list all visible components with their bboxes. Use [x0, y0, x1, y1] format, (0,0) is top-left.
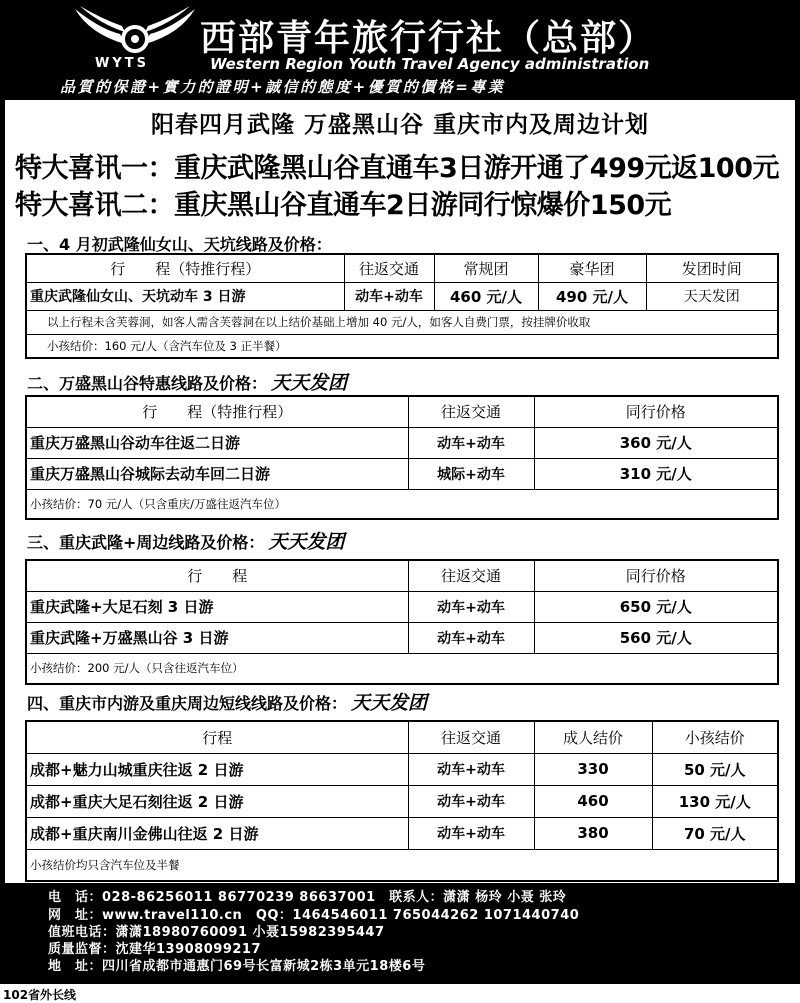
- adult-price-cell: 460: [534, 785, 652, 817]
- contact-duty-phone: 值班电话：潇潇18980760091 小聂15982395447: [48, 925, 385, 940]
- header-cell: 往返交通: [408, 396, 534, 427]
- promo-one: 特大喜讯一：重庆武隆黑山谷直通车3日游开通了499元返100元: [15, 153, 780, 184]
- header-cell: 同行价格: [534, 396, 778, 427]
- price-cell: 650 元/人: [534, 591, 778, 622]
- transport-cell: 动车+动车: [408, 427, 534, 458]
- adult-price-cell: 380: [534, 817, 652, 849]
- table-row: [26, 785, 778, 817]
- header-cell: 同行价格: [534, 560, 778, 591]
- price-cell: 560 元/人: [534, 622, 778, 653]
- table-row: [26, 427, 778, 458]
- table-header-row: [26, 560, 778, 591]
- contact-website: 网 址：www.travel110.cn QQ：1464546011 765044262 1071440740: [48, 908, 580, 923]
- contact-quality: 质量监督：沈建华13908099217: [48, 942, 261, 957]
- note-cell: 小孩结价：70 元/人（只含重庆/万盛往返汽车位）: [26, 489, 778, 519]
- note-cell: 小孩结价：160 元/人（含汽车位及 3 正半餐）: [26, 334, 778, 358]
- section3-table: [25, 559, 779, 685]
- route-cell: 重庆武隆+万盛黑山谷 3 日游: [26, 622, 408, 653]
- table-row: [26, 622, 778, 653]
- route-cell: 重庆万盛黑山谷城际去动车回二日游: [26, 458, 408, 489]
- note-cell: 以上行程未含芙蓉洞，如客人需含芙蓉洞在以上结价基础上增加 40 元/人，如客人自费门票，按挂牌价收取: [26, 310, 778, 334]
- table-row: [26, 817, 778, 849]
- section4-title-text: 四、重庆市内游及重庆周边短线线路及价格：: [27, 694, 348, 713]
- daily-departure-label: 天天发团: [268, 531, 345, 553]
- section2-title: [27, 368, 347, 395]
- header-cell: 往返交通: [408, 560, 534, 591]
- header-cell: 往返交通: [408, 721, 534, 753]
- transport-cell: 动车+动车: [408, 753, 534, 785]
- note-row: [26, 489, 778, 519]
- transport-cell: 动车+动车: [408, 591, 534, 622]
- price-cell: 460 元/人: [434, 282, 538, 310]
- section1-title: [27, 232, 332, 255]
- table-row: [26, 591, 778, 622]
- note-cell: 小孩结价：200 元/人（只含往返汽车位）: [26, 653, 778, 684]
- header-cell: 行程: [26, 721, 408, 753]
- route-cell: 重庆武隆仙女山、天坑动车 3 日游: [26, 282, 344, 310]
- plan-title: 阳春四月武隆 万盛黑山谷 重庆市内及周边计划: [150, 112, 649, 138]
- transport-cell: 城际+动车: [408, 458, 534, 489]
- note-row: [26, 334, 778, 358]
- note-row: [26, 310, 778, 334]
- header: [0, 0, 800, 100]
- child-price-cell: 50 元/人: [652, 753, 778, 785]
- wyts-logo-icon: [70, 4, 200, 64]
- route-cell: 成都+魅力山城重庆往返 2 日游: [26, 753, 408, 785]
- page-number: 102省外长线: [3, 988, 77, 1002]
- section2-title-text: 二、万盛黑山谷特惠线路及价格：: [27, 374, 268, 393]
- route-cell: 成都+重庆南川金佛山往返 2 日游: [26, 817, 408, 849]
- content-panel: [5, 100, 795, 883]
- child-price-cell: 130 元/人: [652, 785, 778, 817]
- price-cell: 310 元/人: [534, 458, 778, 489]
- table-row: [26, 753, 778, 785]
- section3-title: [27, 527, 344, 554]
- header-cell: 往返交通: [344, 254, 434, 282]
- header-cell: 行 程: [26, 560, 408, 591]
- daily-departure-label: 天天发团: [351, 692, 428, 714]
- note-row: [26, 849, 778, 881]
- section1-table: [25, 253, 779, 359]
- section4-title: [27, 688, 427, 715]
- adult-price-cell: 330: [534, 753, 652, 785]
- price-cell: 360 元/人: [534, 427, 778, 458]
- route-cell: 重庆万盛黑山谷动车往返二日游: [26, 427, 408, 458]
- header-cell: 小孩结价: [652, 721, 778, 753]
- header-cell: 行 程（特推行程）: [26, 396, 408, 427]
- table-row: [26, 282, 778, 310]
- table-header-row: [26, 254, 778, 282]
- note-cell: 小孩结价均只含汽车位及半餐: [26, 849, 778, 881]
- header-cell: 成人结价: [534, 721, 652, 753]
- section4-table: [25, 720, 779, 882]
- slogan: 品質的保證+實力的證明+誠信的態度+優質的價格=專業: [60, 78, 506, 96]
- header-cell: 常规团: [434, 254, 538, 282]
- agency-subtitle: Western Region Youth Travel Agency administration: [210, 55, 650, 73]
- transport-cell: 动车+动车: [408, 622, 534, 653]
- transport-cell: 动车+动车: [408, 785, 534, 817]
- logo-text: WYTS: [95, 56, 149, 71]
- route-cell: 重庆武隆+大足石刻 3 日游: [26, 591, 408, 622]
- route-cell: 成都+重庆大足石刻往返 2 日游: [26, 785, 408, 817]
- section1-title-text: 一、4 月初武隆仙女山、天坑线路及价格：: [27, 235, 332, 254]
- note-row: [26, 653, 778, 684]
- footer: [0, 883, 800, 983]
- table-header-row: [26, 396, 778, 427]
- section3-title-text: 三、重庆武隆+周边线路及价格：: [27, 533, 265, 552]
- contact-address: 地 址：四川省成都市通惠门69号长富新城2栋3单元18楼6号: [48, 959, 426, 974]
- price-cell: 490 元/人: [538, 282, 646, 310]
- header-cell: 行 程（特推行程）: [26, 254, 344, 282]
- child-price-cell: 70 元/人: [652, 817, 778, 849]
- header-cell: 豪华团: [538, 254, 646, 282]
- transport-cell: 动车+动车: [408, 817, 534, 849]
- promo-two: 特大喜讯二：重庆黑山谷直通车2日游同行惊爆价150元: [15, 190, 672, 221]
- table-header-row: [26, 721, 778, 753]
- daily-departure-label: 天天发团: [271, 372, 348, 394]
- table-row: [26, 458, 778, 489]
- contact-phone: 电 话：028-86256011 86770239 86637001 联系人：潇潇 杨玲 小聂 张玲: [48, 890, 567, 905]
- agency-title: 西部青年旅行行社（总部）: [200, 18, 657, 59]
- section2-table: [25, 395, 779, 520]
- transport-cell: 动车+动车: [344, 282, 434, 310]
- departure-cell: 天天发团: [646, 282, 778, 310]
- header-cell: 发团时间: [646, 254, 778, 282]
